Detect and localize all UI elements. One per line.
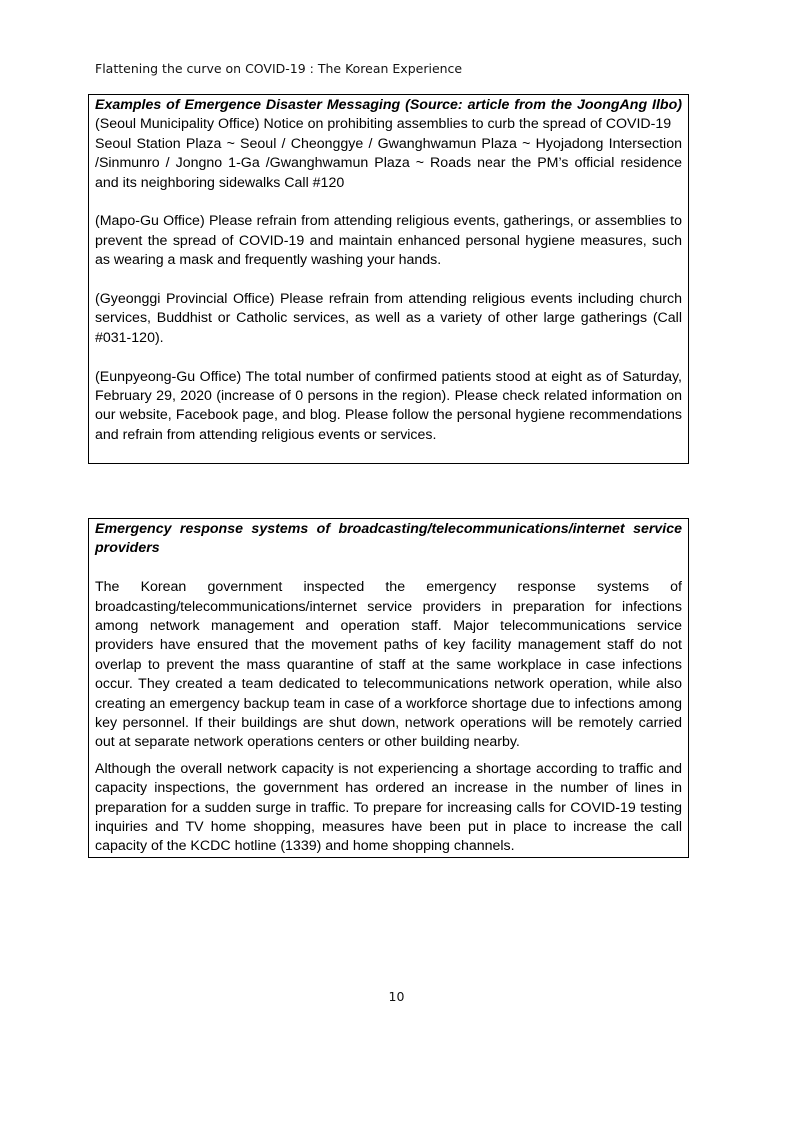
page-number: 10 (388, 989, 405, 1004)
box2-paragraph-1: Although the overall network capacity is not experiencing a shortage according to traffic and capacity inspections, the government has ordered an increase in the number of lines in preparation for a sudden surge in traffic. To prepare for increasing calls for COVID-19 testing inquiries and TV home shopping, measures have been put in place to increase the call capacity of the KCDC hotline (1339) and home shopping channels. (95, 760, 682, 855)
box1-paragraph-3: (Gyeonggi Provincial Office) Please refrain from attending religious events including church services, Buddhist or Catholic services, as well as a variety of other large gatherings (Call #031-120). (95, 291, 682, 346)
box1-title: Examples of Emergence Disaster Messaging (Source: article from the JoongAng Ilbo) (95, 97, 682, 113)
box2-title: Emergency response systems of broadcasting/telecommunications/internet service providers (95, 521, 682, 557)
box1-paragraph-1: Seoul Station Plaza ~ Seoul / Cheonggye / Gwanghwamun Plaza ~ Hyojadong Intersection /Sinmunro / Jongno 1-Ga /Gwanghwamun Plaza ~ Roads near the PM’s official residence and its neighboring sidewalks Call #120 (95, 135, 682, 191)
emergency-response-box (88, 518, 689, 858)
box1-paragraph-4: (Eunpyeong-Gu Office) The total number of confirmed patients stood at eight as of Saturday, February 29, 2020 (increase of 0 persons in the region). Please check related information on our website, Facebook page, and blog. Please follow the personal hygiene recommendations and refrain from attending religious events or services. (95, 368, 682, 443)
box2-paragraph-0: The Korean government inspected the emergency response systems of broadcasting/telecommunications/internet service providers in preparation for infections among network management and operation staff. Major telecommunications service providers have ensured that the movement paths of key facility management staff do not overlap to prevent the mass quarantine of staff at the same workplace in case infections occur. They created a team dedicated to telecommunications network operation, while also creating an emergency backup team in case of a workforce shortage due to infections among key personnel. If their buildings are shut down, network operations will be remotely carried out at separate network operations centers or other building nearby. (95, 579, 682, 751)
box1-paragraph-2: (Mapo-Gu Office) Please refrain from attending religious events, gatherings, or assemblies to prevent the spread of COVID-19 and maintain enhanced personal hygiene measures, such as wearing a mask and frequently washing your hands. (95, 213, 682, 269)
box1-first-paragraph (95, 96, 682, 135)
disaster-messaging-box (88, 94, 689, 464)
box1-paragraph-0: (Seoul Municipality Office) Notice on prohibiting assemblies to curb the spread of COVID-19 (95, 116, 672, 133)
running-header: Flattening the curve on COVID-19 : The Korean Experience (95, 61, 463, 76)
